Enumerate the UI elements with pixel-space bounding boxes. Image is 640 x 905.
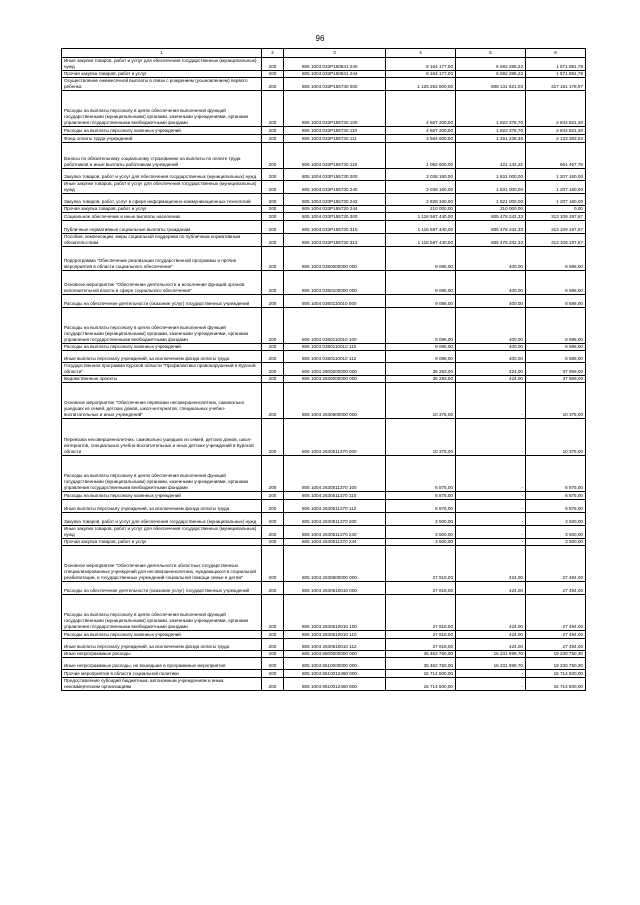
row-approved: 4 667 200,00 — [386, 91, 456, 127]
row-executed: 805 478 242,33 — [456, 213, 526, 221]
row-remaining: 8 686,00 — [526, 295, 586, 308]
row-remaining: 2 133 363,52 — [526, 135, 586, 143]
row-remaining: 10 375,00 — [526, 419, 586, 456]
row-kbk: 805 1004 033Р155730 100 — [284, 91, 386, 127]
row-kbk: 805 1004 2630000000 000 — [284, 376, 386, 383]
row-approved: 3 500,00 — [386, 539, 456, 546]
row-name: Фонд оплаты труда учреждений — [62, 135, 262, 143]
row-name: Закупка товаров, работ, услуг в сфере информационно-коммуникационных технологий — [62, 194, 262, 206]
row-approved: 3 584 600,00 — [386, 135, 456, 143]
table-row — [62, 143, 586, 169]
row-remaining: 1 207 160,00 — [526, 169, 586, 181]
row-name: Осуществление ежемесячной выплаты в связи с рождением (усыновлением) первого ребенка — [62, 78, 262, 91]
row-kbk: 805 1004 033Р155730 119 — [284, 143, 386, 169]
table-row — [62, 91, 586, 127]
row-approved: 27 918,00 — [386, 546, 456, 582]
row-kbk: 805 1004 2630511370 240 — [284, 526, 386, 539]
row-kbk: 805 1004 033Р150841 240 — [284, 58, 386, 71]
row-approved: 2 828 160,00 — [386, 194, 456, 206]
row-code: 200 — [262, 308, 284, 344]
row-executed: 1 451 236,48 — [456, 135, 526, 143]
row-code: 200 — [262, 71, 284, 78]
row-approved: 9 086,00 — [386, 247, 456, 271]
row-remaining: 8 686,00 — [526, 308, 586, 344]
row-kbk: 805 1004 2630511370 110 — [284, 492, 386, 500]
row-code: 200 — [262, 678, 284, 691]
row-code: 200 — [262, 595, 284, 631]
row-executed: 805 478 242,33 — [456, 234, 526, 247]
table-row — [62, 169, 586, 181]
row-remaining: 1 571 891,78 — [526, 71, 586, 78]
row-remaining: 3 500,00 — [526, 539, 586, 546]
row-name: Пособия, компенсации, меры социальной поддержки по публичным нормативным обязательствам — [62, 234, 262, 247]
row-executed: 421 142,22 — [456, 143, 526, 169]
row-approved: 210 000,00 — [386, 206, 456, 213]
row-code: 200 — [262, 91, 284, 127]
row-code: 200 — [262, 344, 284, 351]
row-executed: 400,00 — [456, 308, 526, 344]
table-row — [62, 513, 586, 526]
row-name: Взносы по обязательному социальному страхованию на выплаты по оплате труда работников и иные выплаты работникам учреждений — [62, 143, 262, 169]
row-executed: 424,00 — [456, 546, 526, 582]
table-row — [62, 492, 586, 500]
row-remaining: 15 714 500,00 — [526, 678, 586, 691]
row-remaining: 15 714 500,00 — [526, 670, 586, 678]
row-name: Расходы на выплаты персоналу в целях обеспечения выполнения функций государственными (муниципальными) органами, казенными учреждениями, органами управления государственными внебюджетными фондами — [62, 595, 262, 631]
row-kbk: 805 1004 033Р155730 200 — [284, 169, 386, 181]
row-code: 200 — [262, 383, 284, 419]
row-name: Ведомственные проекты — [62, 376, 262, 383]
table-row — [62, 71, 586, 78]
row-executed: 400,00 — [456, 271, 526, 295]
row-executed: - — [456, 492, 526, 500]
row-code: 200 — [262, 376, 284, 383]
row-approved: 1 082 600,00 — [386, 143, 456, 169]
row-code: 200 — [262, 492, 284, 500]
row-code: 200 — [262, 213, 284, 221]
row-code: 200 — [262, 546, 284, 582]
row-name: Публичные нормативные социальные выплаты гражданам — [62, 221, 262, 234]
header-cell: 2 — [262, 49, 284, 58]
row-remaining: 10 375,00 — [526, 383, 586, 419]
row-approved: 3 500,00 — [386, 526, 456, 539]
row-approved: 38 293,00 — [386, 363, 456, 376]
row-remaining: 8 686,00 — [526, 271, 586, 295]
table-row — [62, 308, 586, 344]
row-executed: 6 592 285,22 — [456, 58, 526, 71]
row-remaining: 19 230 750,30 — [526, 658, 586, 670]
table-row — [62, 351, 586, 363]
row-code: 200 — [262, 651, 284, 658]
budget-table — [61, 48, 586, 691]
row-remaining: 37 869,00 — [526, 376, 586, 383]
row-remaining: 8 686,00 — [526, 344, 586, 351]
row-remaining: 27 494,00 — [526, 595, 586, 631]
row-code: 200 — [262, 582, 284, 595]
row-kbk: 805 1004 8600000000 000 — [284, 651, 386, 658]
table-row — [62, 639, 586, 651]
row-kbk: 805 1004 2630600000 000 — [284, 546, 386, 582]
row-approved: 38 293,00 — [386, 376, 456, 383]
row-remaining: 313 109 197,67 — [526, 213, 586, 221]
table-row — [62, 78, 586, 91]
row-remaining: 3 500,00 — [526, 513, 586, 526]
row-name: Социальное обеспечение и иные выплаты населению — [62, 213, 262, 221]
row-kbk: 805 1004 033Р155730 240 — [284, 181, 386, 194]
row-kbk: 805 1004 2630500000 000 — [284, 383, 386, 419]
row-remaining: 317 161 178,97 — [526, 78, 586, 91]
row-remaining: 19 230 750,30 — [526, 651, 586, 658]
table-row — [62, 58, 586, 71]
row-kbk: 805 1004 033Р155730 313 — [284, 234, 386, 247]
row-remaining: 37 869,00 — [526, 363, 586, 376]
row-name: Государственная программа Курской области "Профилактика правонарушений в Курской области" — [62, 363, 262, 376]
row-kbk: 805 1004 0360110010 100 — [284, 308, 386, 344]
table-row — [62, 383, 586, 419]
row-remaining: 313 109 197,67 — [526, 234, 586, 247]
row-kbk: 805 1004 8610012460 000 — [284, 670, 386, 678]
row-remaining: 3 500,00 — [526, 526, 586, 539]
header-cell: 3 — [284, 49, 386, 58]
row-kbk: 805 1004 033Р155730 110 — [284, 127, 386, 135]
row-name: Основное мероприятие "Обеспечение перевозки несовершеннолетних, самовольно ушедших из семей, детских домов, школ-интернатов, специальных учебно-воспитательных и иных учреждений" — [62, 383, 262, 419]
row-kbk: 805 1004 2630610010 112 — [284, 639, 386, 651]
row-executed: - — [456, 526, 526, 539]
row-code: 200 — [262, 351, 284, 363]
row-approved: 9 086,00 — [386, 308, 456, 344]
row-remaining: 2 844 821,30 — [526, 127, 586, 135]
row-approved: 10 375,00 — [386, 419, 456, 456]
row-kbk: 805 1004 0360110010 000 — [284, 295, 386, 308]
row-name: Иные выплаты персоналу учреждений, за исключением фонда оплаты труда — [62, 500, 262, 513]
row-executed: 805 478 242,33 — [456, 221, 526, 234]
row-approved: 10 375,00 — [386, 383, 456, 419]
row-approved: 6 875,00 — [386, 492, 456, 500]
row-approved: 8 164 177,00 — [386, 58, 456, 71]
row-code: 200 — [262, 295, 284, 308]
row-code: 200 — [262, 181, 284, 194]
table-row — [62, 526, 586, 539]
row-approved: 3 038 160,00 — [386, 181, 456, 194]
row-code: 200 — [262, 419, 284, 456]
row-executed: 1 831 000,00 — [456, 169, 526, 181]
row-name: Иные непрограммные расходы — [62, 651, 262, 658]
row-code: 200 — [262, 363, 284, 376]
row-executed: 400,00 — [456, 295, 526, 308]
table-row — [62, 247, 586, 271]
row-name: Расходы на выплаты персоналу в целях обеспечения выполнения функций государственными (муниципальными) органами, казенными учреждениями, органами управления государственными внебюджетными фондами — [62, 91, 262, 127]
row-remaining: 27 494,00 — [526, 582, 586, 595]
row-kbk: 805 1004 033Р155730 000 — [284, 78, 386, 91]
row-approved: 4 667 200,00 — [386, 127, 456, 135]
row-name: Прочая закупка товаров, работ и услуг — [62, 206, 262, 213]
row-kbk: 805 1004 2630511370 112 — [284, 500, 386, 513]
header-cell: 5 — [456, 49, 526, 58]
table-row — [62, 213, 586, 221]
table-row — [62, 127, 586, 135]
row-kbk: 805 1004 8610000000 000 — [284, 658, 386, 670]
row-code: 200 — [262, 456, 284, 492]
row-approved: 27 918,00 — [386, 639, 456, 651]
table-row — [62, 678, 586, 691]
row-executed: 424,00 — [456, 639, 526, 651]
row-name: Закупка товаров, работ и услуг для обеспечения государственных (муниципальных) нужд — [62, 513, 262, 526]
table-row — [62, 456, 586, 492]
row-approved: 27 918,00 — [386, 595, 456, 631]
table-row — [62, 344, 586, 351]
row-code: 200 — [262, 78, 284, 91]
row-code: 200 — [262, 631, 284, 639]
row-kbk: 805 1004 0360110010 110 — [284, 344, 386, 351]
row-approved: 27 918,00 — [386, 582, 456, 595]
row-code: 200 — [262, 127, 284, 135]
row-remaining: 2 844 821,30 — [526, 91, 586, 127]
row-name: Иные закупки товаров, работ и услуг для обеспечения государственных (муниципальных) нужд — [62, 58, 262, 71]
table-row — [62, 500, 586, 513]
row-kbk: 805 1004 2630610010 000 — [284, 582, 386, 595]
row-remaining: 6 875,00 — [526, 456, 586, 492]
row-kbk: 805 1004 033Р150841 244 — [284, 71, 386, 78]
row-kbk: 805 1004 033Р155730 111 — [284, 135, 386, 143]
row-executed: 424,00 — [456, 363, 526, 376]
row-remaining: 8 686,00 — [526, 247, 586, 271]
row-kbk: 805 1004 2600000000 000 — [284, 363, 386, 376]
row-kbk: 805 1004 0360000000 000 — [284, 247, 386, 271]
row-name: Подпрограмма "Обеспечение реализации государственной программы и прочие мероприятия в области социального обеспечения" — [62, 247, 262, 271]
row-name: Расходы на обеспечение деятельности (оказание услуг) государственных учреждений — [62, 295, 262, 308]
table-row — [62, 546, 586, 582]
table-row — [62, 206, 586, 213]
row-executed: 1 621 000,00 — [456, 194, 526, 206]
row-kbk: 805 1004 033Р155730 244 — [284, 206, 386, 213]
row-remaining: 6 875,00 — [526, 500, 586, 513]
row-executed: 1 831 000,00 — [456, 181, 526, 194]
row-code: 200 — [262, 658, 284, 670]
row-name: Перевозка несовершеннолетних, самовольно ушедших из семей, детских домов, школ-интернатов, специальных учебно-воспитательных и иных детских учреждений в Курской области — [62, 419, 262, 456]
row-name: Прочая закупка товаров, работ и услуг — [62, 71, 262, 78]
row-name: Расходы на выплаты персоналу в целях обеспечения выполнения функций государственными (муниципальными) органами, казенными учреждениями, органами управления государственными внебюджетными фондами — [62, 308, 262, 344]
row-kbk: 805 1004 033Р155730 242 — [284, 194, 386, 206]
table-row — [62, 670, 586, 678]
row-remaining: 27 494,00 — [526, 639, 586, 651]
row-approved: 3 038 160,00 — [386, 169, 456, 181]
row-kbk: 805 1004 033Р155730 300 — [284, 213, 386, 221]
row-executed: 6 592 285,22 — [456, 71, 526, 78]
row-executed: - — [456, 539, 526, 546]
row-executed: 16 231 999,70 — [456, 651, 526, 658]
row-code: 200 — [262, 639, 284, 651]
row-executed: 400,00 — [456, 351, 526, 363]
row-executed: 424,00 — [456, 582, 526, 595]
row-kbk: 805 1004 2630511370 100 — [284, 456, 386, 492]
row-remaining: 27 494,00 — [526, 631, 586, 639]
row-code: 200 — [262, 135, 284, 143]
row-name: Расходы на выплаты персоналу казенных учреждений — [62, 127, 262, 135]
row-executed: 400,00 — [456, 247, 526, 271]
row-remaining: 1 207 160,00 — [526, 194, 586, 206]
table-row — [62, 271, 586, 295]
row-remaining: 0,00 — [526, 206, 586, 213]
row-kbk: 805 1004 0360110010 112 — [284, 351, 386, 363]
row-name: Прочие мероприятия в области социальной политики — [62, 670, 262, 678]
table-row — [62, 295, 586, 308]
row-name: Иные закупки товаров, работ и услуг для обеспечения государственных (муниципальных) нужд — [62, 526, 262, 539]
row-executed: - — [456, 513, 526, 526]
row-executed: - — [456, 419, 526, 456]
table-row — [62, 582, 586, 595]
row-code: 200 — [262, 143, 284, 169]
row-kbk: 805 1004 2630511370 244 — [284, 539, 386, 546]
row-approved: 6 875,00 — [386, 456, 456, 492]
row-remaining: 1 571 891,78 — [526, 58, 586, 71]
row-name: Иные выплаты персоналу учреждений, за исключением фонда оплаты труда — [62, 351, 262, 363]
row-executed: - — [456, 678, 526, 691]
row-remaining: 8 686,00 — [526, 351, 586, 363]
table-row — [62, 419, 586, 456]
table-header-row — [62, 49, 586, 58]
table-row — [62, 658, 586, 670]
row-approved: 35 462 750,00 — [386, 651, 456, 658]
row-code: 200 — [262, 500, 284, 513]
row-name: Иные непрограммные расходы, не вошедшие в программные мероприятия — [62, 658, 262, 670]
row-kbk: 805 1004 2630511370 200 — [284, 513, 386, 526]
row-approved: 9 086,00 — [386, 295, 456, 308]
page-number: 96 — [315, 34, 325, 43]
row-kbk: 805 1004 0360100000 000 — [284, 271, 386, 295]
row-executed: - — [456, 670, 526, 678]
row-name: Иные закупки товаров, работ и услуг для обеспечения государственных (муниципальных) нужд — [62, 181, 262, 194]
row-approved: 1 125 292 800,00 — [386, 78, 456, 91]
row-code: 200 — [262, 513, 284, 526]
row-kbk: 805 1004 033Р155730 310 — [284, 221, 386, 234]
table-row — [62, 181, 586, 194]
row-code: 200 — [262, 247, 284, 271]
row-executed: 424,00 — [456, 631, 526, 639]
table-row — [62, 194, 586, 206]
row-kbk: 805 1004 2630610010 100 — [284, 595, 386, 631]
row-code: 200 — [262, 206, 284, 213]
row-executed: 808 131 621,03 — [456, 78, 526, 91]
row-executed: - — [456, 383, 526, 419]
row-kbk: 805 1004 2630511370 000 — [284, 419, 386, 456]
row-code: 200 — [262, 271, 284, 295]
row-approved: 9 086,00 — [386, 351, 456, 363]
row-executed: 16 231 999,70 — [456, 658, 526, 670]
row-remaining: 6 875,00 — [526, 492, 586, 500]
row-code: 200 — [262, 526, 284, 539]
row-remaining: 313 109 197,67 — [526, 221, 586, 234]
row-kbk: 805 1004 2630610010 110 — [284, 631, 386, 639]
row-approved: 9 086,00 — [386, 271, 456, 295]
row-executed: 424,00 — [456, 595, 526, 631]
row-name: Основное мероприятие "Обеспечение деятельности областных государственных специализированных учреждений для несовершеннолетних, нуждающихся в социальной реабилитации, и государственных учреждений социальной помощи семье и детям" — [62, 546, 262, 582]
row-executed: - — [456, 456, 526, 492]
row-name: Закупка товаров, работ и услуг для обеспечения государственных (муниципальных) нужд — [62, 169, 262, 181]
row-approved: 3 500,00 — [386, 513, 456, 526]
table-row — [62, 376, 586, 383]
row-code: 200 — [262, 670, 284, 678]
row-executed: 210 000,00 — [456, 206, 526, 213]
row-name: Расходы на выплаты персоналу казенных учреждений — [62, 631, 262, 639]
table-row — [62, 595, 586, 631]
row-executed: 1 822 378,70 — [456, 91, 526, 127]
row-name: Прочая закупка товаров, работ и услуг — [62, 539, 262, 546]
table-row — [62, 651, 586, 658]
row-executed: 400,00 — [456, 344, 526, 351]
row-executed: - — [456, 500, 526, 513]
row-approved: 1 118 587 440,00 — [386, 234, 456, 247]
row-approved: 6 875,00 — [386, 500, 456, 513]
header-cell: 4 — [386, 49, 456, 58]
row-name: Предоставление субсидий бюджетным, автономным учреждениям и иным некоммерческим организациям — [62, 678, 262, 691]
row-approved: 15 714 500,00 — [386, 678, 456, 691]
row-approved: 35 462 750,00 — [386, 658, 456, 670]
row-name: Иные выплаты персоналу учреждений, за исключением фонда оплаты труда — [62, 639, 262, 651]
row-approved: 8 164 177,00 — [386, 71, 456, 78]
row-name: Основное мероприятие "Обеспечение деятельности и исполнение функций органов исполнительной власти в сфере социального обеспечения" — [62, 271, 262, 295]
header-cell: 1 — [62, 49, 262, 58]
row-approved: 15 714 500,00 — [386, 670, 456, 678]
row-approved: 27 918,00 — [386, 631, 456, 639]
table-row — [62, 221, 586, 234]
row-kbk: 805 1004 8610012460 600 — [284, 678, 386, 691]
row-name: Расходы на выплаты персоналу в целях обеспечения выполнения функций государственными (муниципальными) органами, казенными учреждениями, органами управления государственными внебюджетными фондами — [62, 456, 262, 492]
table-row — [62, 135, 586, 143]
row-name: Расходы на выплаты персоналу казенных учреждений — [62, 492, 262, 500]
row-code: 200 — [262, 539, 284, 546]
row-code: 200 — [262, 221, 284, 234]
table-row — [62, 539, 586, 546]
row-remaining: 1 207 160,00 — [526, 181, 586, 194]
header-cell: 6 — [526, 49, 586, 58]
row-approved: 9 086,00 — [386, 344, 456, 351]
row-name: Расходы на обеспечение деятельности (оказание услуг) государственных учреждений — [62, 582, 262, 595]
row-name: Расходы на выплаты персоналу казенных учреждений — [62, 344, 262, 351]
row-remaining: 27 494,00 — [526, 546, 586, 582]
row-code: 200 — [262, 58, 284, 71]
row-executed: 1 822 378,70 — [456, 127, 526, 135]
table-row — [62, 631, 586, 639]
row-code: 200 — [262, 234, 284, 247]
row-approved: 1 118 587 440,00 — [386, 221, 456, 234]
row-code: 200 — [262, 194, 284, 206]
row-remaining: 661 457,78 — [526, 143, 586, 169]
row-code: 200 — [262, 169, 284, 181]
table-row — [62, 363, 586, 376]
row-approved: 1 118 587 440,00 — [386, 213, 456, 221]
row-executed: 424,00 — [456, 376, 526, 383]
table-row — [62, 234, 586, 247]
